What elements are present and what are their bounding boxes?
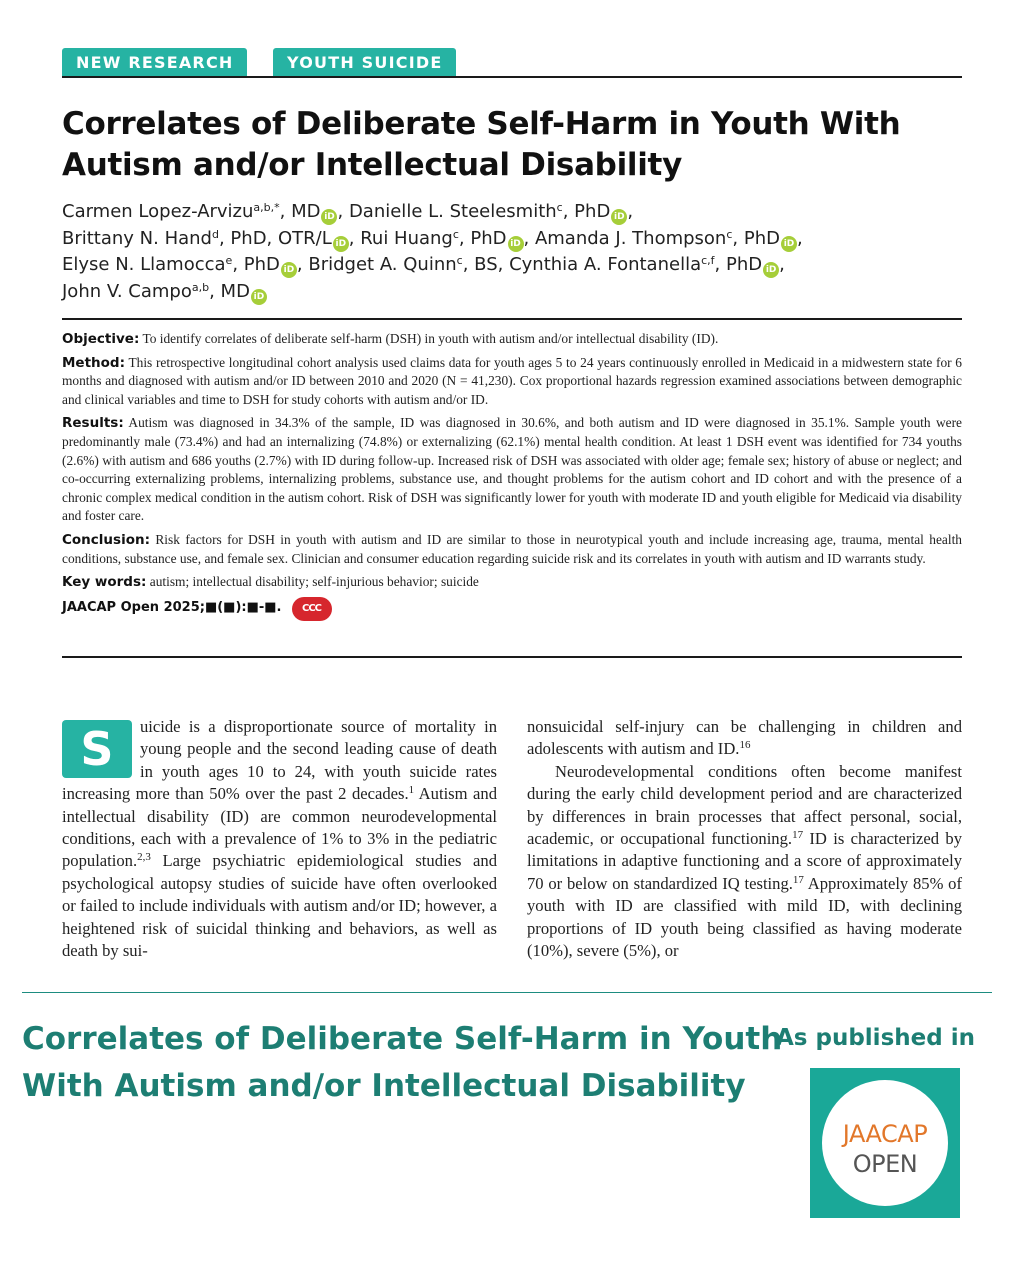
- jaacap-open-logo[interactable]: [810, 1068, 960, 1218]
- author-degree: , PhD: [562, 201, 611, 222]
- author-affiliation: c: [452, 227, 459, 241]
- author-name[interactable]: Amanda J. Thompson: [534, 227, 727, 249]
- body-text: uicide is a disproportionate source of mortality in young people and the second leading cause of death in youth ages 10 to 24, with youth suicide rates increasing more than 50% over the past 2 decades.: [62, 717, 497, 804]
- author-line: [62, 226, 962, 253]
- abstract-top-rule: [62, 318, 962, 320]
- author-separator: ,: [523, 227, 535, 249]
- author-degree: , PhD: [458, 227, 507, 249]
- citation-text: JAACAP Open 2025;■(■):■-■.: [62, 600, 282, 616]
- header-rule: [62, 76, 962, 78]
- author-name[interactable]: Rui Huang: [360, 227, 453, 249]
- author-separator: ,: [348, 227, 361, 249]
- tag-new-research[interactable]: NEW RESEARCH: [62, 48, 247, 76]
- reference-link[interactable]: 16: [739, 739, 751, 752]
- author-degree: , MD: [279, 201, 321, 222]
- body-text: Approximately 85% of youth with ID are classified with mild ID, with declining proportions of ID youth being classified as having moderate (10%), severe (5%), or: [527, 873, 963, 961]
- objective-label: Objective:: [62, 331, 140, 347]
- body-paragraph: [527, 761, 962, 963]
- author-name[interactable]: Brittany N. Hand: [62, 227, 212, 249]
- drop-cap: S: [62, 720, 132, 778]
- method-text: This retrospective longitudinal cohort analysis used claims data for youth ages 5 to 24 years continuously enrolled in Medicaid in a midwestern state for 6 months and diagnosed with autism and/or ID between 2010 and 2020 (N = 41,230). Cox proportional hazards regression examined associations between demographic and clinical variables and time to DSH for study cohorts with autism and/or ID.: [62, 354, 962, 407]
- author-line: [62, 279, 962, 306]
- author-line: [62, 252, 962, 279]
- orcid-icon[interactable]: iD: [281, 262, 297, 278]
- author-separator: ,: [779, 254, 785, 275]
- orcid-icon[interactable]: iD: [781, 236, 797, 252]
- body-column-right: [527, 716, 962, 962]
- abstract-bottom-rule: [62, 656, 962, 658]
- abstract-keywords: [62, 573, 962, 592]
- author-degree: , PhD, OTR/L: [218, 227, 332, 249]
- footer-title-line: With Autism and/or Intellectual Disability: [22, 1068, 746, 1104]
- article-title: [62, 104, 942, 186]
- objective-text: To identify correlates of deliberate self-harm (DSH) in youth with autism and/or intellectual disability (ID).: [142, 331, 719, 346]
- orcid-icon[interactable]: iD: [763, 262, 779, 278]
- footer-divider: [22, 992, 992, 993]
- orcid-icon[interactable]: iD: [333, 236, 349, 252]
- author-name[interactable]: Elyse N. Llamocca: [62, 254, 226, 275]
- author-affiliation: c: [726, 227, 733, 241]
- author-separator: ,: [296, 254, 309, 275]
- reference-link[interactable]: 1: [408, 784, 415, 797]
- tag-youth-suicide[interactable]: YOUTH SUICIDE: [273, 48, 456, 76]
- author-degree: , BS,: [462, 254, 510, 275]
- author-list: [62, 199, 962, 305]
- conclusion-label: Conclusion:: [62, 531, 150, 548]
- orcid-icon[interactable]: iD: [251, 289, 267, 305]
- section-tags: [62, 48, 962, 78]
- author-name[interactable]: Cynthia A. Fontanella: [509, 254, 702, 275]
- body-column-left: [62, 716, 497, 962]
- author-affiliation: c: [556, 201, 563, 214]
- author-affiliation: c: [456, 254, 463, 267]
- author-separator: ,: [796, 227, 803, 249]
- footer-title-line: Correlates of Deliberate Self-Harm in Youth: [22, 1021, 783, 1057]
- author-degree: , PhD: [714, 254, 763, 275]
- published-in-label: As published in: [776, 1025, 975, 1051]
- journal-citation: [62, 597, 962, 621]
- abstract-method: [62, 354, 962, 410]
- orcid-icon[interactable]: iD: [508, 236, 524, 252]
- footer-title: [22, 1016, 782, 1110]
- author-name[interactable]: Carmen Lopez-Arvizu: [62, 201, 254, 222]
- logo-text-open: OPEN: [852, 1150, 918, 1178]
- abstract: [62, 330, 962, 621]
- article-title-line: Correlates of Deliberate Self-Harm in Youth With: [62, 106, 901, 142]
- conclusion-text: Risk factors for DSH in youth with autism and ID are similar to those in neurotypical youth and include increasing age, trauma, mental health conditions, substance use, and female sex. Clinician and consumer education regarding suicide risk and its correlates in youth with autism and ID warrants study.: [62, 531, 962, 566]
- author-affiliation: e: [225, 254, 233, 267]
- reference-link[interactable]: 17: [792, 829, 804, 842]
- method-label: Method:: [62, 354, 125, 371]
- orcid-icon[interactable]: iD: [611, 209, 627, 225]
- author-degree: , MD: [209, 280, 250, 302]
- keywords-text: autism; intellectual disability; self-injurious behavior; suicide: [149, 574, 479, 590]
- body-paragraph: [62, 716, 497, 962]
- author-degree: , PhD: [732, 227, 780, 249]
- body-paragraph: [527, 716, 962, 761]
- author-affiliation: a,b: [191, 280, 210, 294]
- author-line: [62, 199, 962, 226]
- body-text: ID is characterized by limitations in adaptive functioning and a score of approximately 70 or below on standardized IQ testing.: [527, 829, 963, 893]
- author-name[interactable]: Bridget A. Quinn: [308, 254, 457, 275]
- author-name[interactable]: John V. Campo: [62, 280, 192, 302]
- results-label: Results:: [62, 415, 124, 432]
- results-text: Autism was diagnosed in 34.3% of the sample, ID was diagnosed in 30.6%, and both autism and ID were diagnosed in 35.1%. Sample youth were predominantly male (73.4%) and had an internalizing (74.8%) or externalizing (62.1%) mental health condition. At least 1 DSH event was identified for 734 youths (2.6%) with autism and 686 youths (2.7%) with ID during follow-up. Increased risk of DSH was associated with older age; female sex; history of abuse or neglect; and co-occurring externalizing problems, internalizing problems, substance use, and thought problems for the autism cohort and ID cohort and with the presence of a chronic complex medical condition in the autism cohort. Risk of DSH was significantly lower for youth with moderate ID and youth eligible for Medicaid via disability and foster care.: [62, 415, 963, 524]
- author-affiliation: a,b,*: [253, 201, 280, 214]
- author-separator: ,: [337, 201, 349, 222]
- author-affiliation: c,f: [701, 254, 715, 267]
- author-separator: ,: [627, 201, 634, 222]
- keywords-label: Key words:: [62, 574, 147, 591]
- body-text: Neurodevelopmental conditions often become manifest during the early child development period and are characterized by differences in brain processes that affect personal, social, academic, or occupational functioning.: [527, 761, 962, 849]
- author-affiliation: d: [212, 227, 219, 241]
- abstract-results: [62, 414, 962, 526]
- body-text: Large psychiatric epidemiological studies and psychological autopsy studies of suicide have often overlooked or failed to include individuals with autism and/or ID; however, a heightened risk of suicidal thinking and behaviors, as well as death by sui-: [62, 851, 497, 961]
- author-degree: , PhD: [232, 254, 280, 275]
- abstract-conclusion: [62, 531, 962, 568]
- logo-circle: [822, 1080, 948, 1206]
- copyright-clearance-icon[interactable]: CCC: [292, 597, 332, 621]
- article-title-line: Autism and/or Intellectual Disability: [62, 147, 682, 183]
- logo-text-jaacap: JAACAP: [842, 1120, 928, 1148]
- body-text: Autism and intellectual disability (ID) are common neurodevelopmental conditions, each with a prevalence of 1% to 3% in the pediatric population.: [62, 784, 497, 871]
- reference-link[interactable]: 2,3: [137, 851, 151, 864]
- body-text: nonsuicidal self-injury can be challenging in children and adolescents with autism and ID.: [527, 717, 962, 759]
- orcid-icon[interactable]: iD: [321, 209, 337, 225]
- reference-link[interactable]: 17: [792, 873, 804, 886]
- abstract-objective: [62, 330, 962, 349]
- author-name[interactable]: Danielle L. Steelesmith: [348, 201, 557, 222]
